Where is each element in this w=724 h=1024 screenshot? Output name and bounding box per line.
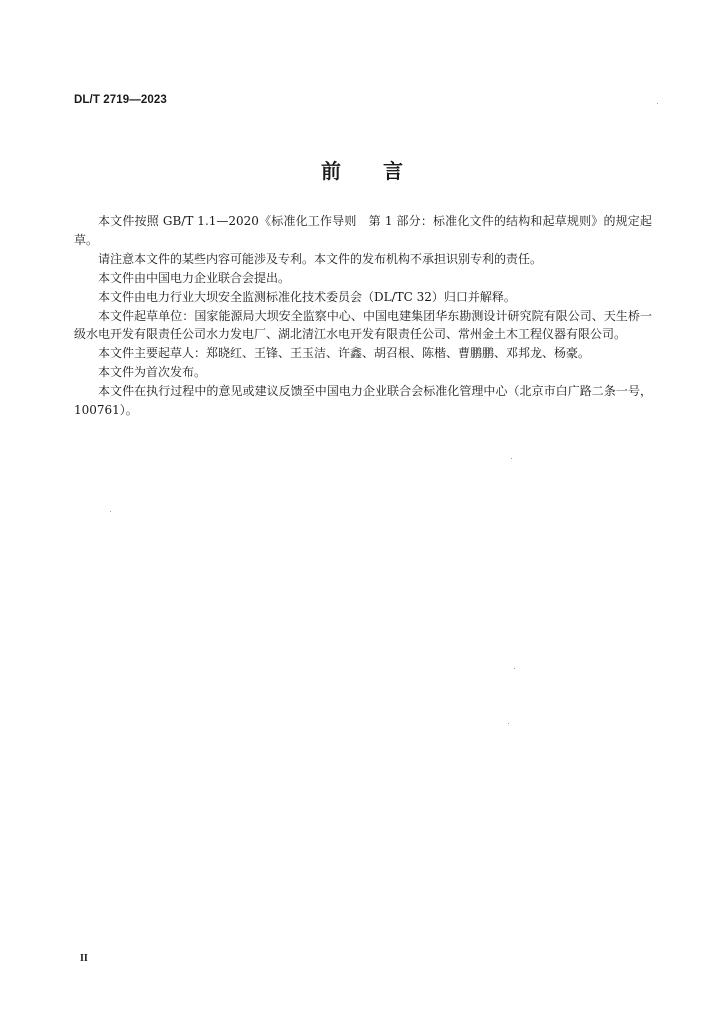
paragraph-first-release: 本文件为首次发布。 <box>98 365 207 380</box>
paragraph-patent-notice: 请注意本文件的某些内容可能涉及专利。本文件的发布机构不承担识别专利的责任。 <box>98 251 543 266</box>
title-char-1: 前 <box>321 159 341 183</box>
scan-speck <box>514 668 515 669</box>
scan-speck <box>511 458 512 459</box>
paragraph-drafters: 本文件主要起草人：郑晓红、王锋、王玉洁、许鑫、胡召根、陈楷、曹鹏鹏、邓邦龙、杨豪。 <box>98 346 591 361</box>
section-title <box>0 155 724 184</box>
paragraph-drafting-units: 本文件起草单位：国家能源局大坝安全监察中心、中国电建集团华东勘测设计研究院有限公司、天生桥一级水电开发有限责任公司水力发电厂、湖北清江水电开发有限责任公司、常州金土木工程仪器有限公司。 <box>74 308 652 342</box>
paragraph-administrator: 本文件由电力行业大坝安全监测标准化技术委员会（DL/TC 32）归口并解释。 <box>98 289 516 304</box>
scan-speck <box>657 103 658 104</box>
document-code: DL/T 2719—2023 <box>74 94 167 106</box>
page-number: II <box>80 953 88 964</box>
scan-speck <box>110 511 111 512</box>
title-char-2: 言 <box>383 159 403 183</box>
paragraph-drafting-rules: 本文件按照 GB/T 1.1—2020《标准化工作导则 第 1 部分：标准化文件的结构和起草规则》的规定起草。 <box>74 214 652 247</box>
paragraph-proposer: 本文件由中国电力企业联合会提出。 <box>98 270 291 285</box>
foreword-body <box>74 212 652 420</box>
paragraph-feedback: 本文件在执行过程中的意见或建议反馈至中国电力企业联合会标准化管理中心（北京市白广路二条一号，100761）。 <box>74 384 652 418</box>
scan-speck <box>508 723 509 724</box>
